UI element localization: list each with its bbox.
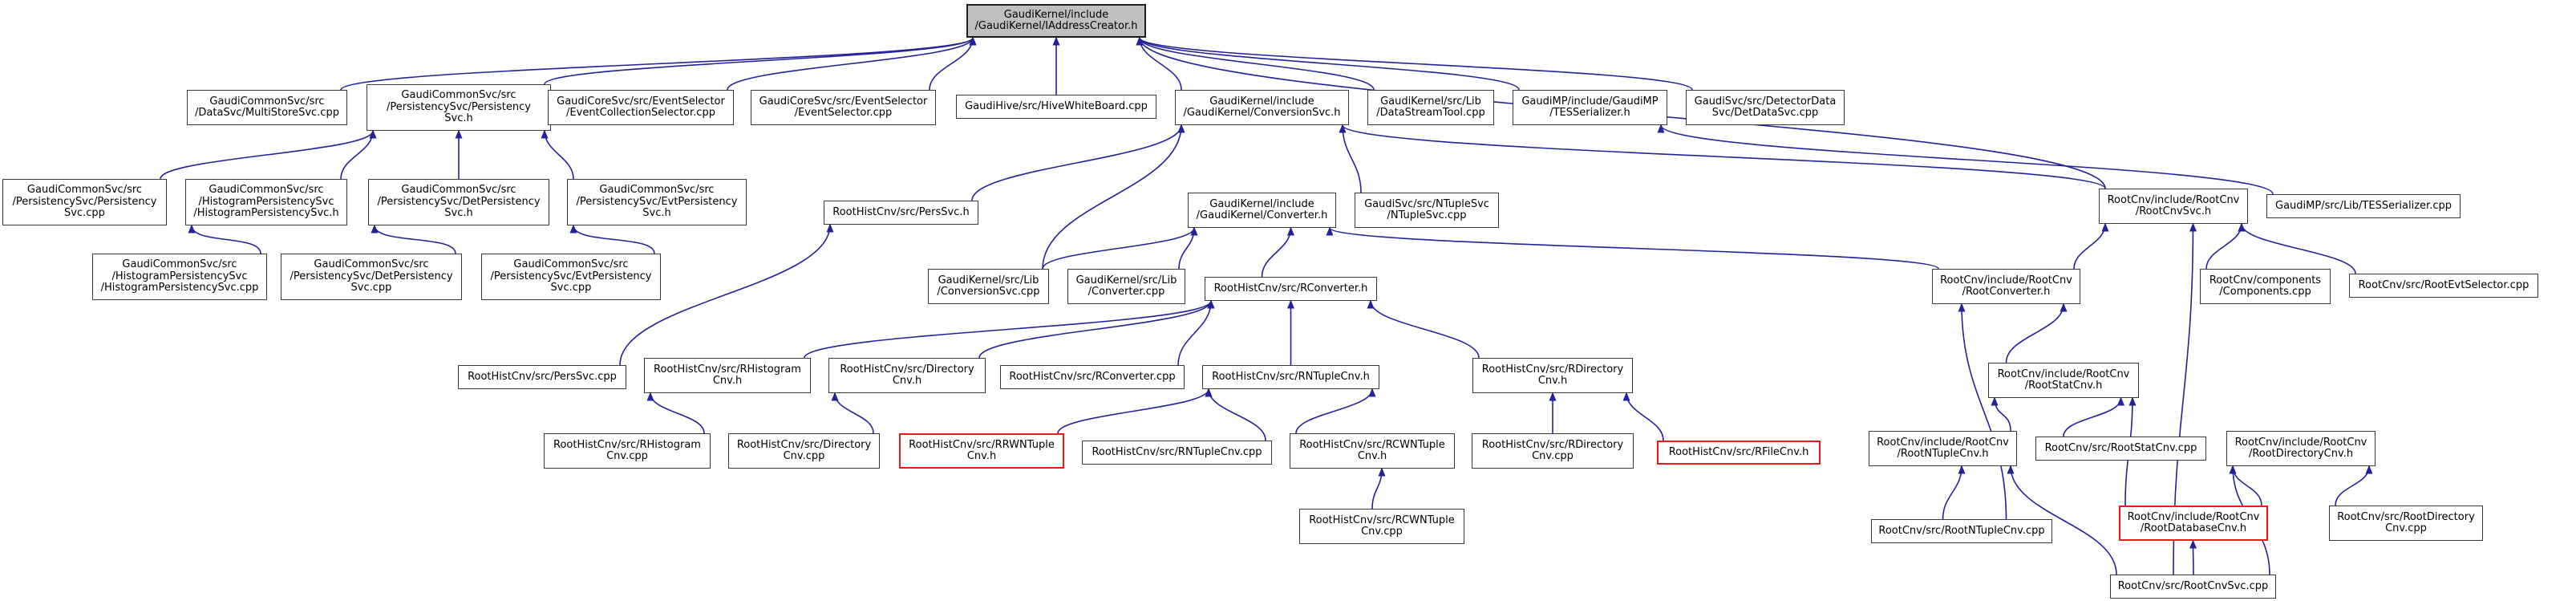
node-label-line: Svc.h xyxy=(444,207,473,220)
node-label-line: RootCnv/components xyxy=(2209,274,2322,286)
node-label-line: /DataStreamTool.cpp xyxy=(1376,107,1485,119)
node-label-line: /RootDatabaseCnv.h xyxy=(2140,522,2247,534)
include-edge-perssvc_h-to-root xyxy=(545,38,973,84)
include-edge-convsvc_cpp-to-convsvc_h xyxy=(1043,125,1181,269)
graph-node-dircnv_cpp[interactable] xyxy=(728,433,880,469)
graph-node-ntuplesvc_cpp[interactable] xyxy=(1355,193,1499,228)
include-edge-rdircnv_h-to-rconverter_h xyxy=(1371,301,1479,358)
include-edge-rootntuple_cpp-to-rootntuple_h xyxy=(1943,466,1962,519)
include-edge-evtpers_h-to-perssvc_h xyxy=(545,131,573,179)
graph-node-evtpers_h[interactable] xyxy=(567,179,747,225)
node-label-line: GaudiHive/src/HiveWhiteBoard.cpp xyxy=(965,99,1148,112)
graph-node-hivewb[interactable] xyxy=(956,95,1156,119)
node-label-line: GaudiCommonSvc/src xyxy=(122,258,237,271)
graph-node-rdircnv_cpp[interactable] xyxy=(1472,433,1634,469)
graph-node-multistore[interactable] xyxy=(187,90,347,125)
include-edge-rootconverter_h-to-converter_h xyxy=(1330,228,1938,269)
node-label-line: GaudiKernel/src/Lib xyxy=(1380,95,1481,108)
include-edge-rhistcnv_h-to-rconverter_h xyxy=(804,301,1211,358)
node-label-line: Cnv.h xyxy=(966,450,997,462)
node-label-line: GaudiMP/include/GaudiMP xyxy=(1521,95,1659,108)
include-edge-rhistcnv_cpp-to-rhistcnv_h xyxy=(650,393,704,433)
node-label-line: RootCnv/src/RootEvtSelector.cpp xyxy=(2358,278,2529,291)
include-edge-rootevtsel_cpp-to-rootcnvsvc_h xyxy=(2242,224,2355,274)
graph-node-rootdir_cpp[interactable] xyxy=(2329,506,2483,541)
include-edge-rconverter_h-to-converter_h xyxy=(1262,228,1291,277)
include-edge-rootdir_cpp-to-rootdir_h xyxy=(2335,466,2369,506)
node-label-line: /HistogramPersistencySvc xyxy=(198,195,334,208)
node-label-line: RootCnv/include/RootCnv xyxy=(1997,368,2130,380)
node-label-line: RootCnv/include/RootCnv xyxy=(2107,193,2240,206)
include-edge-rh_perssvc_h-to-convsvc_h xyxy=(972,125,1181,201)
include-edge-histsvc_h-to-perssvc_h xyxy=(341,131,373,179)
node-label-line: GaudiCommonSvc/src xyxy=(314,258,429,271)
include-edge-datastream-to-root xyxy=(1140,38,1374,90)
node-label-line: RootHistCnv/src/Directory xyxy=(840,363,974,376)
node-label-line: RootHistCnv/src/RCWNTuple xyxy=(1299,438,1445,451)
node-label-line: RootHistCnv/src/RRWNTuple xyxy=(909,438,1055,451)
node-label-line: /PersistencySvc/DetPersistency xyxy=(377,195,541,208)
node-label-line: /GaudiKernel/Converter.h xyxy=(1196,209,1328,221)
graph-node-rcwntuple_h[interactable] xyxy=(1290,433,1455,469)
include-edge-tesser_cpp-to-tesser_h xyxy=(1661,125,2273,194)
graph-node-evtpers_cpp[interactable] xyxy=(481,254,661,300)
node-label-line: RootHistCnv/src/Directory xyxy=(736,438,872,451)
node-label-line: RootCnv/src/RootCnvSvc.cpp xyxy=(2117,579,2269,592)
include-edge-rootconverter_h-to-rootcnvsvc_h xyxy=(2074,224,2105,269)
include-edge-dircnv_cpp-to-dircnv_h xyxy=(835,393,873,433)
node-label-line: Svc/DetDataSvc.cpp xyxy=(1711,107,1819,119)
graph-node-detdata[interactable] xyxy=(1686,90,1845,125)
node-label-line: GaudiKernel/src/Lib xyxy=(938,274,1039,286)
node-label-line: GaudiKernel/include xyxy=(1209,197,1314,210)
node-label-line: /PersistencySvc/EvtPersistency xyxy=(490,270,652,282)
graph-node-rconverter_h[interactable] xyxy=(1205,277,1377,301)
include-edge-rootdb_h-to-rootdir_h xyxy=(2233,466,2262,506)
node-label-line: Cnv.h xyxy=(892,375,922,387)
include-edge-rrwntuple_h-to-rntuplecnv_h xyxy=(1058,389,1209,433)
node-label-line: RootCnv/src/RootStatCnv.cpp xyxy=(2044,441,2197,454)
graph-node-tesser_cpp[interactable] xyxy=(2266,194,2461,218)
node-label-line: RootHistCnv/src/RDirectory xyxy=(1481,363,1624,376)
include-edge-rootntuple_h-to-rootstat_h xyxy=(1995,398,2011,431)
node-label-line: RootHistCnv/src/RConverter.cpp xyxy=(1009,370,1176,383)
node-label-line: GaudiCommonSvc/src xyxy=(209,95,325,108)
node-label-line: GaudiKernel/include xyxy=(1003,8,1109,21)
node-label-line: RootHistCnv/src/RHistogram xyxy=(654,363,801,376)
node-label-line: /RootDirectoryCnv.h xyxy=(2248,448,2354,460)
graph-node-rfile_h[interactable] xyxy=(1657,441,1821,465)
include-edge-components_cpp-to-rootcnvsvc_h xyxy=(2206,224,2242,269)
node-label-line: /GaudiKernel/ConversionSvc.h xyxy=(1183,107,1341,119)
node-label-line: /Components.cpp xyxy=(2219,286,2311,298)
node-label-line: GaudiSvc/src/DetectorData xyxy=(1694,95,1837,108)
node-label-line: GaudiCommonSvc/src xyxy=(599,184,715,197)
graph-node-root[interactable] xyxy=(966,4,1146,38)
node-label-line: GaudiKernel/src/Lib xyxy=(1075,274,1177,286)
node-label-line: /PersistencySvc/Persistency xyxy=(387,100,531,113)
graph-node-rootcnvsvc_cpp[interactable] xyxy=(2110,575,2276,599)
node-label-line: Cnv.cpp xyxy=(783,450,825,462)
node-label-line: RootHistCnv/src/RDirectory xyxy=(1481,438,1624,451)
include-edge-rootcnvsvc_cpp-to-rootdb_h xyxy=(2193,541,2194,575)
graph-node-evtcollsel[interactable] xyxy=(548,90,734,125)
node-label-line: Svc.h xyxy=(444,112,473,125)
node-label-line: GaudiCommonSvc/src xyxy=(513,258,629,271)
graph-node-tesser_h[interactable] xyxy=(1513,90,1667,125)
graph-node-rhistcnv_h[interactable] xyxy=(644,358,811,393)
include-edge-evtpers_cpp-to-evtpers_h xyxy=(573,225,654,254)
include-edge-perssvc_cpp-to-perssvc_h xyxy=(160,131,373,179)
include-edge-rntuplecnv_cpp-to-rntuplecnv_h xyxy=(1209,389,1266,441)
node-label-line: RootHistCnv/src/RFileCnv.h xyxy=(1668,445,1809,458)
graph-node-convsvc_cpp[interactable] xyxy=(928,269,1049,304)
node-label-line: GaudiMP/src/Lib/TESSerializer.cpp xyxy=(2275,199,2452,212)
graph-node-evtsel[interactable] xyxy=(751,90,936,125)
include-edge-evtcollsel-to-root xyxy=(727,38,973,90)
graph-node-detpers_h[interactable] xyxy=(368,179,549,225)
graph-node-perssvc_h[interactable] xyxy=(367,84,551,131)
graph-node-rconverter_cpp[interactable] xyxy=(1000,365,1185,389)
node-label-line: Cnv.cpp xyxy=(1361,526,1403,538)
node-label-line: /ConversionSvc.cpp xyxy=(937,286,1040,298)
node-label-line: Cnv.h xyxy=(1537,375,1568,387)
include-edge-rcwntuple_cpp-to-rcwntuple_h xyxy=(1372,469,1382,509)
node-label-line: /NTupleSvc.cpp xyxy=(1387,209,1467,221)
node-label-line: /PersistencySvc/DetPersistency xyxy=(290,270,453,282)
include-edge-ntuplesvc_cpp-to-convsvc_h xyxy=(1343,125,1361,193)
graph-node-histsvc_h[interactable] xyxy=(185,179,347,225)
include-edge-detpers_cpp-to-detpers_h xyxy=(375,225,456,254)
node-label-line: /HistogramPersistencySvc xyxy=(111,270,248,282)
graph-node-rootdir_h[interactable] xyxy=(2226,431,2376,466)
graph-node-rcwntuple_cpp[interactable] xyxy=(1299,509,1464,544)
node-label-line: GaudiCommonSvc/src xyxy=(401,89,516,102)
node-label-line: Cnv.h xyxy=(712,375,743,387)
node-label-line: GaudiCoreSvc/src/EventSelector xyxy=(759,95,928,108)
graph-node-rootntuple_h[interactable] xyxy=(1869,431,2017,466)
node-label-line: /HistogramPersistencySvc.cpp xyxy=(100,282,259,294)
node-label-line: Cnv.cpp xyxy=(606,450,648,462)
include-edge-tesser_h-to-root xyxy=(1140,38,1519,90)
node-label-line: /RootCnvSvc.h xyxy=(2135,205,2212,217)
graph-node-rntuplecnv_cpp[interactable] xyxy=(1082,441,1272,465)
graph-node-detpers_cpp[interactable] xyxy=(281,254,462,300)
graph-node-rootstat_cpp[interactable] xyxy=(2035,437,2206,461)
include-edge-rootstat_h-to-rootconverter_h xyxy=(2007,304,2064,363)
node-label-line: RootHistCnv/src/RCWNTuple xyxy=(1309,514,1455,526)
node-label-line: /TESSerializer.h xyxy=(1549,107,1630,119)
node-label-line: Svc.cpp xyxy=(550,282,592,294)
graph-node-rdircnv_h[interactable] xyxy=(1472,358,1633,393)
node-label-line: /PersistencySvc/EvtPersistency xyxy=(576,195,738,208)
graph-node-rootdb_h[interactable] xyxy=(2119,506,2268,541)
node-label-line: Svc.h xyxy=(642,207,671,220)
node-label-line: RootCnv/src/RootNTupleCnv.cpp xyxy=(1878,524,2045,537)
node-label-line: /RootStatCnv.h xyxy=(2024,380,2103,392)
node-label-line: /EventSelector.cpp xyxy=(794,107,893,119)
graph-node-rootcnvsvc_h[interactable] xyxy=(2099,189,2248,224)
node-label-line: RootHistCnv/src/PersSvc.cpp xyxy=(468,370,617,383)
node-label-line: RootHistCnv/src/RNTupleCnv.h xyxy=(1212,370,1370,383)
graph-node-rrwntuple_h[interactable] xyxy=(899,433,1064,469)
node-label-line: /EventCollectionSelector.cpp xyxy=(566,107,715,119)
graph-node-rootstat_h[interactable] xyxy=(1988,363,2139,398)
node-label-line: Cnv.h xyxy=(1357,450,1387,462)
include-edge-rconverter_cpp-to-rconverter_h xyxy=(1178,301,1211,365)
node-label-line: RootCnv/include/RootCnv xyxy=(2127,510,2260,523)
include-edge-rcwntuple_h-to-rntuplecnv_h xyxy=(1296,389,1372,433)
node-label-line: Svc.cpp xyxy=(350,282,392,294)
include-edge-rootcnvsvc_h-to-convsvc_h xyxy=(1343,125,2105,189)
graph-node-converter_h[interactable] xyxy=(1188,193,1336,228)
graph-node-histsvc_cpp[interactable] xyxy=(92,254,267,300)
node-label-line: GaudiKernel/include xyxy=(1209,95,1314,108)
node-label-line: GaudiCommonSvc/src xyxy=(401,184,516,197)
node-label-line: GaudiCommonSvc/src xyxy=(209,184,324,197)
node-label-line: GaudiCoreSvc/src/EventSelector xyxy=(557,95,725,108)
node-label-line: /HistogramPersistencySvc.h xyxy=(193,207,339,220)
include-edge-multistore-to-root xyxy=(341,38,973,90)
node-label-line: /PersistencySvc/Persistency xyxy=(12,195,157,208)
node-label-line: RootHistCnv/src/RHistogram xyxy=(553,438,701,451)
graph-node-rootevtsel_cpp[interactable] xyxy=(2349,274,2538,298)
node-label-line: RootCnv/include/RootCnv xyxy=(1940,274,2072,286)
include-edge-detdata-to-root xyxy=(1140,38,1692,90)
graph-node-convsvc_h[interactable] xyxy=(1175,90,1349,125)
node-label-line: RootCnv/src/RootDirectory xyxy=(2337,510,2475,523)
graph-node-converter_cpp[interactable] xyxy=(1067,269,1185,304)
graph-node-rootntuple_cpp[interactable] xyxy=(1871,519,2052,543)
graph-node-rntuplecnv_h[interactable] xyxy=(1202,365,1379,389)
node-label-line: GaudiSvc/src/NTupleSvc xyxy=(1364,197,1489,210)
graph-node-rh_perssvc_h[interactable] xyxy=(824,201,978,225)
include-edge-rootstat_cpp-to-rootstat_h xyxy=(2064,398,2121,437)
graph-node-datastream[interactable] xyxy=(1367,90,1494,125)
graph-node-rhistcnv_cpp[interactable] xyxy=(544,433,711,469)
graph-node-components_cpp[interactable] xyxy=(2200,269,2331,304)
node-label-line: /RootConverter.h xyxy=(1962,286,2051,298)
node-label-line: /DataSvc/MultiStoreSvc.cpp xyxy=(195,107,339,119)
node-label-line: /Converter.cpp xyxy=(1088,286,1165,298)
node-label-line: RootHistCnv/src/RConverter.h xyxy=(1213,282,1368,294)
include-edge-convsvc_cpp-to-converter_h xyxy=(1043,228,1194,269)
graph-node-rootconverter_h[interactable] xyxy=(1932,269,2080,304)
node-label-line: GaudiCommonSvc/src xyxy=(26,184,143,197)
node-label-line: RootHistCnv/src/RNTupleCnv.cpp xyxy=(1092,445,1262,458)
include-edge-converter_cpp-to-converter_h xyxy=(1179,228,1194,269)
node-label-line: Svc.cpp xyxy=(64,207,105,220)
node-label-line: RootHistCnv/src/PersSvc.h xyxy=(832,205,970,218)
node-label-line: Cnv.cpp xyxy=(2385,522,2427,534)
include-edge-histsvc_cpp-to-histsvc_h xyxy=(192,225,261,254)
node-label-line: RootCnv/include/RootCnv xyxy=(1877,436,2009,449)
graph-node-dircnv_h[interactable] xyxy=(828,358,986,393)
node-label-line: /RootNTupleCnv.h xyxy=(1897,448,1989,460)
node-label-line: RootCnv/include/RootCnv xyxy=(2234,436,2367,449)
graph-node-perssvc_cpp[interactable] xyxy=(2,179,167,225)
node-label-line: Cnv.cpp xyxy=(1532,450,1574,462)
node-label-line: /GaudiKernel/IAddressCreator.h xyxy=(974,20,1138,32)
graph-node-rh_perssvc_cpp[interactable] xyxy=(458,365,626,389)
